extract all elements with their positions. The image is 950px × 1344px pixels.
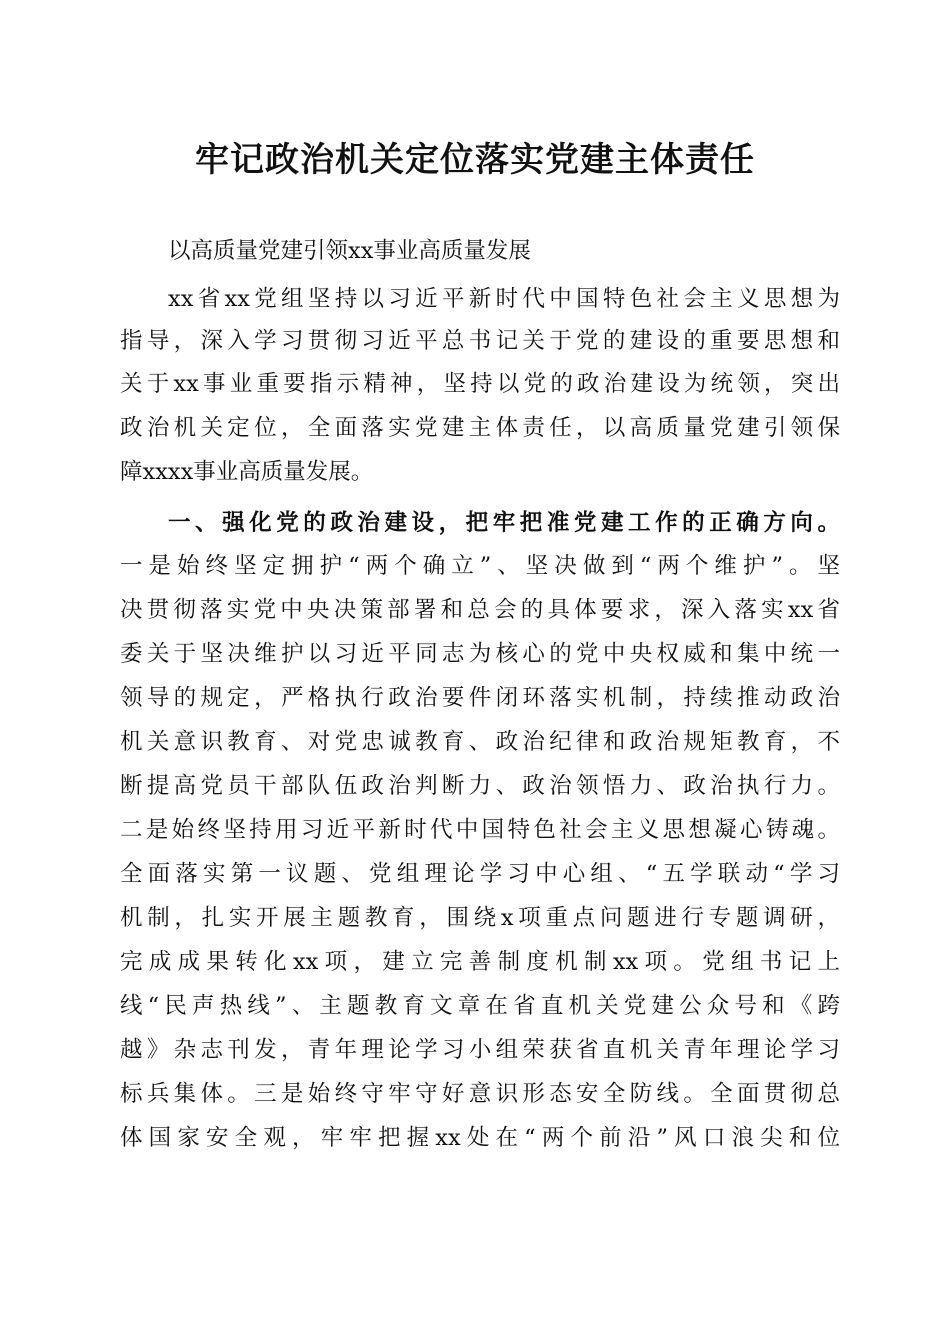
document-subtitle: 以高质量党建引领xx事业高质量发展	[168, 238, 531, 264]
body-line: 一是始终坚定拥护“两个确立”、坚决做到“两个维护”。坚	[120, 553, 840, 579]
body-line: 领导的规定，严格执行政治要件闭环落实机制，持续推动政治	[120, 685, 840, 711]
body-line: 线“民声热线”、主题教育文章在省直机关党建公众号和《跨	[120, 993, 840, 1019]
body-line: 断提高党员干部队伍政治判断力、政治领悟力、政治执行力。	[120, 773, 840, 799]
body-line: 委关于坚决维护以习近平同志为核心的党中央权威和集中统一	[120, 641, 840, 667]
body-line: 机关意识教育、对党忠诚教育、政治纪律和政治规矩教育，不	[120, 729, 840, 755]
document-title: 牢记政治机关定位落实党建主体责任	[195, 140, 755, 180]
intro-line: xx省xx党组坚持以习近平新时代中国特色社会主义思想为	[168, 286, 840, 312]
intro-line: 关于xx事业重要指示精神，坚持以党的政治建设为统领，突出	[120, 371, 840, 397]
body-line: 完成成果转化xx项，建立完善制度机制xx项。党组书记上	[120, 949, 840, 975]
intro-line: 指导，深入学习贯彻习近平总书记关于党的建设的重要思想和	[120, 328, 840, 354]
body-line: 二是始终坚持用习近平新时代中国特色社会主义思想凝心铸魂。	[120, 817, 840, 843]
body-line: 决贯彻落实党中央决策部署和总会的具体要求，深入落实xx省	[120, 597, 840, 623]
section-heading: 一、强化党的政治建设，把牢把准党建工作的正确方向。	[168, 510, 840, 536]
body-line: 标兵集体。三是始终守牢守好意识形态安全防线。全面贯彻总	[120, 1081, 840, 1107]
intro-line: 政治机关定位，全面落实党建主体责任，以高质量党建引领保	[120, 415, 840, 441]
body-line: 机制，扎实开展主题教育，围绕x项重点问题进行专题调研，	[120, 905, 840, 931]
intro-line: 障xxxx事业高质量发展。	[120, 459, 374, 485]
body-line: 全面落实第一议题、党组理论学习中心组、“五学联动“学习	[120, 861, 840, 887]
body-line: 越》杂志刊发，青年理论学习小组荣获省直机关青年理论学习	[120, 1037, 840, 1063]
body-line: 体国家安全观，牢牢把握xx处在“两个前沿”风口浪尖和位	[120, 1125, 840, 1151]
